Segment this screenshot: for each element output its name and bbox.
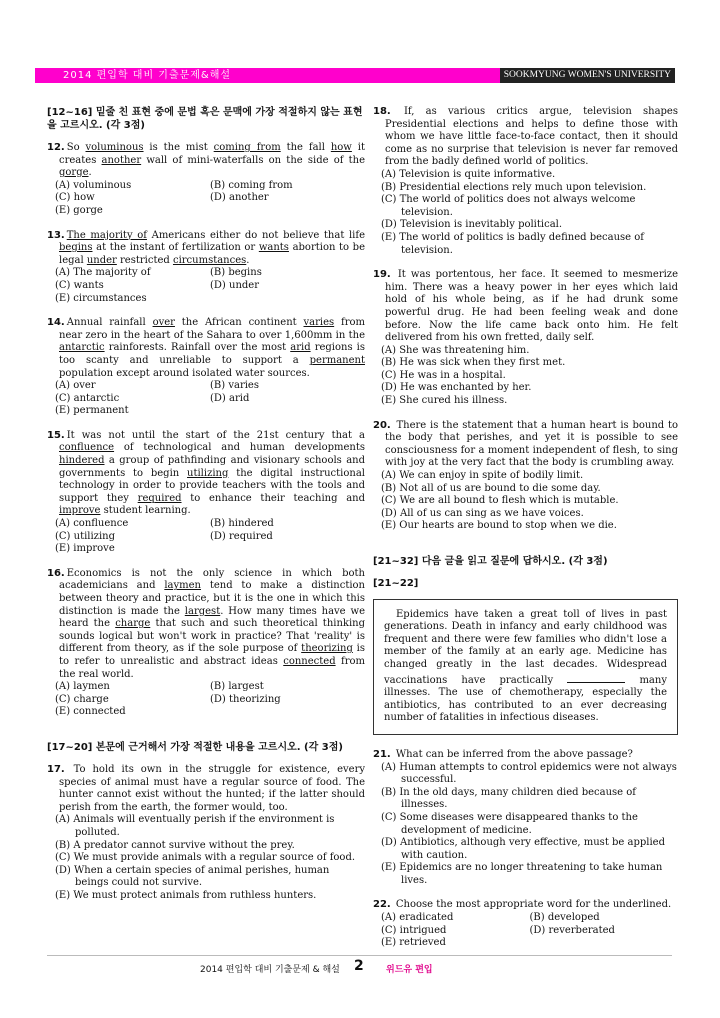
page-header-bar: [35, 68, 675, 83]
option-d[interactable]: (D) required: [210, 530, 273, 542]
answer-options: [47, 814, 365, 902]
answer-options: [373, 912, 678, 950]
option-b[interactable]: (B) coming from: [210, 179, 293, 191]
option-e[interactable]: (E) gorge: [55, 204, 103, 216]
footer-title: 2014 편입학 대비 기출문제 & 해설: [200, 965, 340, 975]
question-18: [373, 106, 678, 257]
answer-options: [373, 470, 678, 533]
question-stem: 19. It was portentous, her face. It seemed to mesmerize him. There was a heavy power in her eyes which laid hold of his whole being, as if he had drunk some powerful drug. He had been feeling weak and done before. Now the life came back onto him. He felt delivered from his own fretted, daily self.: [373, 269, 678, 344]
option-b[interactable]: (B) hindered: [210, 518, 274, 530]
option-b[interactable]: (B) A predator cannot survive without the prey.: [55, 839, 295, 851]
question-stem: 15. It was not until the start of the 21st century that a confluence of technological and human developments hindered a group of pathfinding and visionary schools and governments to begin utilizing the digital instructional technology in order to provide teachers with the tools and support they required to enhance their teaching and improve student learning.: [47, 429, 366, 517]
footer-publisher: 위드유 편입: [386, 965, 433, 975]
question-22: [373, 899, 678, 949]
option-d[interactable]: (D) When a certain species of animal perishes, human beings could not survive.: [55, 864, 330, 889]
left-column: [47, 106, 365, 914]
option-a[interactable]: (A) She was threatening him.: [381, 344, 530, 356]
option-c[interactable]: (C) charge: [55, 693, 109, 705]
option-c[interactable]: (C) utilizing: [55, 530, 115, 542]
question-17: [47, 764, 365, 903]
answer-options: [373, 169, 678, 257]
option-e[interactable]: (E) connected: [55, 706, 126, 718]
option-d[interactable]: (D) He was enchanted by her.: [381, 382, 532, 394]
option-b[interactable]: (B) begins: [210, 267, 262, 279]
header-university: SOOKMYUNG WOMEN'S UNIVERSITY: [500, 68, 675, 83]
option-b[interactable]: (B) varies: [210, 380, 259, 392]
right-column: [373, 106, 678, 962]
option-d[interactable]: (D) reverberated: [529, 924, 615, 936]
option-a[interactable]: (A) over: [55, 380, 96, 392]
option-d[interactable]: (D) Antibiotics, although very effective, must be applied with caution.: [381, 837, 665, 861]
option-a[interactable]: (A) Animals will eventually perish if the environment is polluted.: [55, 814, 335, 838]
option-c[interactable]: (C) antarctic: [55, 392, 120, 404]
question-stem: 20. There is the statement that a human heart is bound to the body that perishes, and yet it is possible to see consciousness for a moment independent of flesh, to sing with joy at the very fact that the body is crumbling away.: [373, 419, 678, 469]
option-c[interactable]: (C) intrigued: [381, 924, 447, 936]
option-c[interactable]: (C) how: [55, 192, 95, 204]
option-a[interactable]: (A) eradicated: [381, 912, 454, 924]
reading-passage-box: Epidemics have taken a great toll of lives in past generations. Death in infancy and early childhood was frequent and there were few families who didn't lose a member of the family at an early age. Medicine has changed greatly in the last decades. Widespread vaccinations have practically many illnesses. The use of chemotherapy, especially the antibiotics, has contributed to an ever decreasing number of fatalities in infectious diseases.: [373, 599, 678, 735]
option-a[interactable]: (A) We can enjoy in spite of bodily limit.: [381, 470, 584, 482]
question-stem: 16. Economics is not the only science in which both academicians and laymen tend to make a distinction between theory and practice, but it is the one in which this distinction is made the largest. How many times have we heard the charge that such and such theoretical thinking sounds logical but won't work in practice? That 'reality' is different from theory, as if the sole purpose of theorizing is to refer to unrealistic and abstract ideas connected from the real world.: [47, 567, 365, 680]
option-e[interactable]: (E) The world of politics is badly defined because of television.: [381, 231, 644, 256]
question-20: [373, 420, 678, 533]
footer-divider: [47, 955, 672, 956]
option-b[interactable]: (B) Not all of us are bound to die some day.: [381, 482, 601, 494]
option-a[interactable]: (A) voluminous: [55, 179, 132, 191]
answer-options: [47, 267, 365, 305]
option-e[interactable]: (E) retrieved: [381, 937, 446, 949]
option-d[interactable]: (D) theorizing: [210, 693, 281, 705]
option-d[interactable]: (D) under: [210, 279, 259, 291]
section-heading-21-32: [21~32] 다음 글을 읽고 질문에 답하시오. (각 3점): [373, 556, 608, 567]
question-15: [47, 430, 365, 556]
option-a[interactable]: (A) Human attempts to control epidemics were not always successful.: [381, 761, 677, 786]
option-d[interactable]: (D) arid: [210, 392, 250, 404]
option-c[interactable]: (C) Some diseases were disappeared thanks to the development of medicine.: [381, 811, 638, 836]
option-e[interactable]: (E) We must protect animals from ruthless hunters.: [55, 889, 317, 901]
option-b[interactable]: (B) He was sick when they first met.: [381, 357, 566, 369]
option-b[interactable]: (B) In the old days, many children died because of illnesses.: [381, 786, 636, 811]
option-c[interactable]: (C) We are all bound to flesh which is mutable.: [381, 495, 619, 507]
option-a[interactable]: (A) confluence: [55, 518, 129, 530]
question-19: [373, 269, 678, 408]
option-d[interactable]: (D) another: [210, 192, 269, 204]
option-a[interactable]: (A) Television is quite informative.: [381, 168, 556, 180]
answer-options: [47, 180, 365, 218]
option-e[interactable]: (E) Epidemics are no longer threatening to take human lives.: [381, 862, 663, 886]
option-e[interactable]: (E) improve: [55, 543, 115, 555]
passage-blank: [567, 672, 625, 683]
header-title: 2014 편입학 대비 기출문제&해설: [63, 70, 232, 81]
question-12: [47, 142, 365, 218]
option-b[interactable]: (B) largest: [210, 681, 264, 693]
section-heading-17-20: [17~20] 본문에 근거해서 가장 적절한 내용을 고르시오. (각 3점): [47, 741, 343, 753]
question-stem: 18. If, as various critics argue, television shapes Presidential elections and helps to define those with whom we have little face-to-face contact, then it should come as no surprise that television is never far removed from the badly defined world of politics.: [373, 106, 678, 168]
answer-options: [373, 762, 678, 888]
question-21: [373, 749, 678, 888]
answer-options: [373, 345, 678, 408]
option-a[interactable]: (A) laymen: [55, 681, 110, 693]
option-d[interactable]: (D) Television is inevitably political.: [381, 219, 563, 231]
question-stem: 14. Annual rainfall over the African continent varies from near zero in the heart of the Sahara to over 1,600mm in the antarctic rainforests. Rainfall over the most arid regions is too scanty and unreliable to support a permanent population except around isolated water sources.: [47, 317, 366, 379]
option-c[interactable]: (C) wants: [55, 279, 104, 291]
question-stem: 12. So voluminous is the mist coming from the fall how it creates another wall of mini-waterfalls on the side of the gorge.: [47, 142, 365, 179]
question-14: [47, 317, 365, 418]
option-c[interactable]: (C) We must provide animals with a regular source of food.: [55, 852, 356, 864]
question-stem: 21. What can be inferred from the above passage?: [373, 748, 633, 760]
question-13: [47, 230, 365, 306]
option-e[interactable]: (E) Our hearts are bound to stop when we die.: [381, 520, 617, 532]
passage-tag-21-22: [21~22]: [373, 578, 419, 589]
option-c[interactable]: (C) The world of politics does not always welcome television.: [381, 194, 636, 218]
question-16: [47, 568, 365, 719]
answer-options: [47, 380, 365, 418]
option-d[interactable]: (D) All of us can sing as we have voices.: [381, 507, 584, 519]
section-heading-12-16: [12~16] 밑줄 친 표현 중에 문법 혹은 문맥에 가장 적절하지 않는 표현을 고르시오. (각 3점): [47, 107, 363, 131]
page-number: 2: [354, 958, 364, 974]
question-stem: 17. To hold its own in the struggle for existence, every species of animal must have a regular source of food. The hunter cannot exist without the hunted; if the latter should perish from the earth, the former would, too.: [47, 763, 366, 813]
option-b[interactable]: (B) developed: [529, 912, 600, 924]
option-e[interactable]: (E) circumstances: [55, 292, 147, 304]
answer-options: [47, 681, 365, 719]
option-c[interactable]: (C) He was in a hospital.: [381, 369, 506, 381]
option-a[interactable]: (A) The majority of: [55, 267, 151, 279]
question-stem: 22. Choose the most appropriate word for the underlined.: [373, 899, 672, 911]
question-stem: 13. The majority of Americans either do not believe that life begins at the instant of fertilization or wants abortion to be legal under restricted circumstances.: [47, 229, 365, 266]
option-e[interactable]: (E) She cured his illness.: [381, 395, 508, 407]
option-e[interactable]: (E) permanent: [55, 405, 129, 417]
answer-options: [47, 518, 365, 556]
option-b[interactable]: (B) Presidential elections rely much upon television.: [381, 181, 647, 193]
